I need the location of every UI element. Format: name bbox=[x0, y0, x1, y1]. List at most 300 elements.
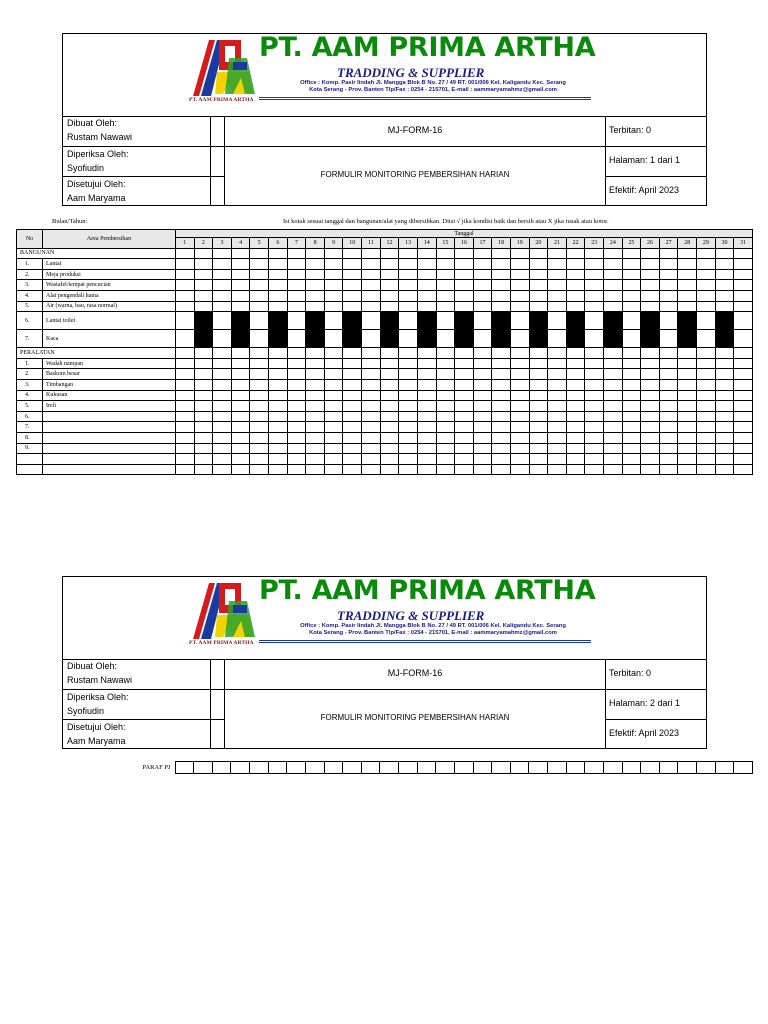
day-cell[interactable] bbox=[659, 348, 678, 359]
day-cell[interactable] bbox=[231, 290, 250, 301]
day-cell[interactable] bbox=[641, 443, 660, 454]
day-cell[interactable] bbox=[417, 369, 436, 380]
day-cell[interactable] bbox=[715, 259, 734, 270]
day-cell[interactable] bbox=[380, 454, 399, 465]
day-cell[interactable] bbox=[231, 432, 250, 443]
day-cell[interactable] bbox=[585, 369, 604, 380]
day-cell[interactable] bbox=[548, 369, 567, 380]
day-cell[interactable] bbox=[529, 443, 548, 454]
day-cell[interactable] bbox=[697, 454, 716, 465]
day-cell[interactable] bbox=[566, 422, 585, 433]
day-cell[interactable] bbox=[269, 379, 288, 390]
day-cell[interactable] bbox=[604, 259, 623, 270]
paraf-cell[interactable] bbox=[361, 762, 380, 774]
day-cell[interactable] bbox=[306, 290, 325, 301]
day-cell[interactable] bbox=[548, 379, 567, 390]
day-cell[interactable] bbox=[287, 411, 306, 422]
day-cell[interactable] bbox=[176, 259, 195, 270]
day-cell[interactable] bbox=[604, 454, 623, 465]
day-cell[interactable] bbox=[734, 432, 753, 443]
day-cell[interactable] bbox=[641, 269, 660, 280]
day-cell[interactable] bbox=[269, 259, 288, 270]
day-cell[interactable] bbox=[734, 248, 753, 259]
day-cell[interactable] bbox=[734, 330, 753, 348]
day-cell[interactable] bbox=[231, 390, 250, 401]
day-cell[interactable] bbox=[250, 443, 269, 454]
day-cell[interactable] bbox=[176, 312, 195, 330]
day-cell[interactable] bbox=[473, 330, 492, 348]
day-cell[interactable] bbox=[324, 390, 343, 401]
day-cell[interactable] bbox=[287, 312, 306, 330]
day-cell[interactable] bbox=[529, 269, 548, 280]
day-cell[interactable] bbox=[362, 269, 381, 280]
day-cell[interactable] bbox=[585, 290, 604, 301]
day-cell[interactable] bbox=[287, 379, 306, 390]
day-cell[interactable] bbox=[641, 348, 660, 359]
day-cell[interactable] bbox=[194, 248, 213, 259]
day-cell[interactable] bbox=[697, 312, 716, 330]
day-cell[interactable] bbox=[176, 369, 195, 380]
day-cell[interactable] bbox=[269, 464, 288, 475]
paraf-cell[interactable] bbox=[231, 762, 250, 774]
day-cell[interactable] bbox=[585, 411, 604, 422]
day-cell[interactable] bbox=[659, 379, 678, 390]
day-cell[interactable] bbox=[306, 369, 325, 380]
day-cell[interactable] bbox=[510, 330, 529, 348]
day-cell[interactable] bbox=[436, 280, 455, 291]
day-cell[interactable] bbox=[399, 369, 418, 380]
day-cell[interactable] bbox=[287, 301, 306, 312]
day-cell[interactable] bbox=[250, 464, 269, 475]
day-cell[interactable] bbox=[213, 443, 232, 454]
day-cell[interactable] bbox=[287, 290, 306, 301]
day-cell[interactable] bbox=[510, 269, 529, 280]
day-cell[interactable] bbox=[641, 301, 660, 312]
day-cell[interactable] bbox=[213, 379, 232, 390]
day-cell[interactable] bbox=[715, 379, 734, 390]
day-cell[interactable] bbox=[734, 379, 753, 390]
day-cell[interactable] bbox=[641, 422, 660, 433]
day-cell[interactable] bbox=[417, 248, 436, 259]
day-cell[interactable] bbox=[362, 411, 381, 422]
day-cell[interactable] bbox=[529, 301, 548, 312]
day-cell[interactable] bbox=[287, 464, 306, 475]
day-cell[interactable] bbox=[324, 269, 343, 280]
day-cell[interactable] bbox=[548, 401, 567, 412]
day-cell[interactable] bbox=[697, 443, 716, 454]
day-cell[interactable] bbox=[176, 422, 195, 433]
day-cell[interactable] bbox=[548, 454, 567, 465]
day-cell[interactable] bbox=[529, 248, 548, 259]
day-cell[interactable] bbox=[510, 290, 529, 301]
day-cell[interactable] bbox=[306, 269, 325, 280]
day-cell[interactable] bbox=[287, 348, 306, 359]
day-cell[interactable] bbox=[622, 312, 641, 330]
day-cell[interactable] bbox=[641, 379, 660, 390]
day-cell[interactable] bbox=[269, 290, 288, 301]
day-cell[interactable] bbox=[269, 390, 288, 401]
day-cell[interactable] bbox=[659, 312, 678, 330]
day-cell[interactable] bbox=[641, 290, 660, 301]
day-cell[interactable] bbox=[380, 464, 399, 475]
day-cell[interactable] bbox=[604, 280, 623, 291]
day-cell[interactable] bbox=[343, 464, 362, 475]
day-cell[interactable] bbox=[659, 443, 678, 454]
day-cell[interactable] bbox=[734, 369, 753, 380]
day-cell[interactable] bbox=[250, 259, 269, 270]
day-cell[interactable] bbox=[399, 464, 418, 475]
day-cell[interactable] bbox=[213, 401, 232, 412]
day-cell[interactable] bbox=[510, 259, 529, 270]
day-cell[interactable] bbox=[231, 248, 250, 259]
day-cell[interactable] bbox=[697, 401, 716, 412]
day-cell[interactable] bbox=[473, 411, 492, 422]
day-cell[interactable] bbox=[510, 348, 529, 359]
day-cell[interactable] bbox=[455, 259, 474, 270]
day-cell[interactable] bbox=[548, 411, 567, 422]
day-cell[interactable] bbox=[566, 358, 585, 369]
day-cell[interactable] bbox=[659, 401, 678, 412]
day-cell[interactable] bbox=[343, 369, 362, 380]
day-cell[interactable] bbox=[269, 348, 288, 359]
day-cell[interactable] bbox=[231, 280, 250, 291]
day-cell[interactable] bbox=[306, 443, 325, 454]
day-cell[interactable] bbox=[176, 330, 195, 348]
day-cell[interactable] bbox=[659, 290, 678, 301]
day-cell[interactable] bbox=[287, 358, 306, 369]
day-cell[interactable] bbox=[362, 390, 381, 401]
day-cell[interactable] bbox=[659, 330, 678, 348]
day-cell[interactable] bbox=[678, 422, 697, 433]
day-cell[interactable] bbox=[697, 259, 716, 270]
day-cell[interactable] bbox=[659, 301, 678, 312]
day-cell[interactable] bbox=[417, 259, 436, 270]
day-cell[interactable] bbox=[324, 248, 343, 259]
day-cell[interactable] bbox=[622, 443, 641, 454]
day-cell[interactable] bbox=[678, 369, 697, 380]
day-cell[interactable] bbox=[622, 280, 641, 291]
paraf-cell[interactable] bbox=[510, 762, 529, 774]
day-cell[interactable] bbox=[455, 348, 474, 359]
day-cell[interactable] bbox=[399, 411, 418, 422]
day-cell[interactable] bbox=[659, 369, 678, 380]
day-cell[interactable] bbox=[492, 358, 511, 369]
day-cell[interactable] bbox=[697, 348, 716, 359]
day-cell[interactable] bbox=[194, 411, 213, 422]
day-cell[interactable] bbox=[715, 280, 734, 291]
day-cell[interactable] bbox=[269, 248, 288, 259]
day-cell[interactable] bbox=[734, 443, 753, 454]
day-cell[interactable] bbox=[473, 312, 492, 330]
day-cell[interactable] bbox=[715, 464, 734, 475]
day-cell[interactable] bbox=[548, 301, 567, 312]
day-cell[interactable] bbox=[399, 330, 418, 348]
day-cell[interactable] bbox=[455, 290, 474, 301]
day-cell[interactable] bbox=[510, 379, 529, 390]
day-cell[interactable] bbox=[250, 348, 269, 359]
day-cell[interactable] bbox=[250, 301, 269, 312]
day-cell[interactable] bbox=[715, 358, 734, 369]
day-cell[interactable] bbox=[250, 330, 269, 348]
day-cell[interactable] bbox=[585, 358, 604, 369]
day-cell[interactable] bbox=[213, 390, 232, 401]
day-cell[interactable] bbox=[324, 369, 343, 380]
day-cell[interactable] bbox=[510, 401, 529, 412]
paraf-cell[interactable] bbox=[212, 762, 231, 774]
paraf-cell[interactable] bbox=[436, 762, 455, 774]
day-cell[interactable] bbox=[510, 248, 529, 259]
day-cell[interactable] bbox=[455, 379, 474, 390]
day-cell[interactable] bbox=[734, 422, 753, 433]
day-cell[interactable] bbox=[417, 411, 436, 422]
day-cell[interactable] bbox=[585, 464, 604, 475]
day-cell[interactable] bbox=[529, 411, 548, 422]
day-cell[interactable] bbox=[436, 358, 455, 369]
day-cell[interactable] bbox=[324, 358, 343, 369]
day-cell[interactable] bbox=[604, 248, 623, 259]
day-cell[interactable] bbox=[697, 379, 716, 390]
paraf-cell[interactable] bbox=[454, 762, 473, 774]
day-cell[interactable] bbox=[548, 330, 567, 348]
day-cell[interactable] bbox=[176, 379, 195, 390]
day-cell[interactable] bbox=[492, 248, 511, 259]
day-cell[interactable] bbox=[362, 358, 381, 369]
day-cell[interactable] bbox=[641, 369, 660, 380]
day-cell[interactable] bbox=[697, 290, 716, 301]
day-cell[interactable] bbox=[380, 411, 399, 422]
day-cell[interactable] bbox=[176, 348, 195, 359]
day-cell[interactable] bbox=[697, 432, 716, 443]
day-cell[interactable] bbox=[399, 454, 418, 465]
day-cell[interactable] bbox=[436, 369, 455, 380]
day-cell[interactable] bbox=[269, 301, 288, 312]
day-cell[interactable] bbox=[250, 401, 269, 412]
day-cell[interactable] bbox=[529, 358, 548, 369]
day-cell[interactable] bbox=[399, 422, 418, 433]
day-cell[interactable] bbox=[566, 248, 585, 259]
day-cell[interactable] bbox=[362, 369, 381, 380]
paraf-cell[interactable] bbox=[287, 762, 306, 774]
day-cell[interactable] bbox=[548, 348, 567, 359]
day-cell[interactable] bbox=[585, 280, 604, 291]
day-cell[interactable] bbox=[324, 312, 343, 330]
day-cell[interactable] bbox=[417, 269, 436, 280]
paraf-cell[interactable] bbox=[399, 762, 418, 774]
day-cell[interactable] bbox=[622, 348, 641, 359]
day-cell[interactable] bbox=[604, 432, 623, 443]
day-cell[interactable] bbox=[213, 312, 232, 330]
day-cell[interactable] bbox=[585, 443, 604, 454]
paraf-cell[interactable] bbox=[194, 762, 213, 774]
day-cell[interactable] bbox=[510, 312, 529, 330]
day-cell[interactable] bbox=[734, 301, 753, 312]
day-cell[interactable] bbox=[715, 369, 734, 380]
day-cell[interactable] bbox=[604, 411, 623, 422]
day-cell[interactable] bbox=[194, 280, 213, 291]
paraf-cell[interactable] bbox=[343, 762, 362, 774]
day-cell[interactable] bbox=[510, 369, 529, 380]
day-cell[interactable] bbox=[343, 248, 362, 259]
paraf-cell[interactable] bbox=[566, 762, 585, 774]
day-cell[interactable] bbox=[566, 464, 585, 475]
day-cell[interactable] bbox=[306, 259, 325, 270]
day-cell[interactable] bbox=[324, 464, 343, 475]
day-cell[interactable] bbox=[715, 348, 734, 359]
day-cell[interactable] bbox=[585, 379, 604, 390]
day-cell[interactable] bbox=[343, 432, 362, 443]
day-cell[interactable] bbox=[697, 280, 716, 291]
day-cell[interactable] bbox=[548, 312, 567, 330]
day-cell[interactable] bbox=[324, 411, 343, 422]
day-cell[interactable] bbox=[362, 432, 381, 443]
day-cell[interactable] bbox=[436, 269, 455, 280]
day-cell[interactable] bbox=[566, 301, 585, 312]
day-cell[interactable] bbox=[622, 301, 641, 312]
day-cell[interactable] bbox=[492, 369, 511, 380]
day-cell[interactable] bbox=[176, 411, 195, 422]
day-cell[interactable] bbox=[343, 443, 362, 454]
day-cell[interactable] bbox=[622, 269, 641, 280]
day-cell[interactable] bbox=[176, 454, 195, 465]
day-cell[interactable] bbox=[194, 259, 213, 270]
day-cell[interactable] bbox=[715, 422, 734, 433]
day-cell[interactable] bbox=[659, 464, 678, 475]
day-cell[interactable] bbox=[343, 348, 362, 359]
day-cell[interactable] bbox=[473, 432, 492, 443]
day-cell[interactable] bbox=[604, 443, 623, 454]
day-cell[interactable] bbox=[362, 348, 381, 359]
day-cell[interactable] bbox=[622, 411, 641, 422]
day-cell[interactable] bbox=[548, 269, 567, 280]
day-cell[interactable] bbox=[269, 269, 288, 280]
paraf-cell[interactable] bbox=[678, 762, 697, 774]
day-cell[interactable] bbox=[585, 269, 604, 280]
day-cell[interactable] bbox=[306, 411, 325, 422]
day-cell[interactable] bbox=[510, 432, 529, 443]
paraf-cell[interactable] bbox=[380, 762, 399, 774]
day-cell[interactable] bbox=[362, 301, 381, 312]
day-cell[interactable] bbox=[715, 454, 734, 465]
day-cell[interactable] bbox=[604, 301, 623, 312]
day-cell[interactable] bbox=[641, 280, 660, 291]
day-cell[interactable] bbox=[399, 390, 418, 401]
day-cell[interactable] bbox=[213, 280, 232, 291]
day-cell[interactable] bbox=[269, 401, 288, 412]
day-cell[interactable] bbox=[492, 301, 511, 312]
day-cell[interactable] bbox=[306, 432, 325, 443]
day-cell[interactable] bbox=[362, 259, 381, 270]
day-cell[interactable] bbox=[399, 348, 418, 359]
day-cell[interactable] bbox=[417, 401, 436, 412]
day-cell[interactable] bbox=[510, 411, 529, 422]
day-cell[interactable] bbox=[697, 330, 716, 348]
day-cell[interactable] bbox=[585, 301, 604, 312]
day-cell[interactable] bbox=[548, 390, 567, 401]
day-cell[interactable] bbox=[529, 369, 548, 380]
day-cell[interactable] bbox=[659, 269, 678, 280]
day-cell[interactable] bbox=[492, 290, 511, 301]
day-cell[interactable] bbox=[641, 401, 660, 412]
day-cell[interactable] bbox=[343, 411, 362, 422]
day-cell[interactable] bbox=[324, 454, 343, 465]
day-cell[interactable] bbox=[306, 301, 325, 312]
day-cell[interactable] bbox=[566, 390, 585, 401]
day-cell[interactable] bbox=[362, 312, 381, 330]
day-cell[interactable] bbox=[734, 464, 753, 475]
day-cell[interactable] bbox=[473, 443, 492, 454]
day-cell[interactable] bbox=[436, 312, 455, 330]
day-cell[interactable] bbox=[176, 432, 195, 443]
day-cell[interactable] bbox=[194, 401, 213, 412]
day-cell[interactable] bbox=[287, 432, 306, 443]
day-cell[interactable] bbox=[455, 401, 474, 412]
day-cell[interactable] bbox=[734, 259, 753, 270]
day-cell[interactable] bbox=[250, 454, 269, 465]
day-cell[interactable] bbox=[455, 358, 474, 369]
day-cell[interactable] bbox=[324, 280, 343, 291]
day-cell[interactable] bbox=[380, 401, 399, 412]
day-cell[interactable] bbox=[417, 358, 436, 369]
day-cell[interactable] bbox=[585, 259, 604, 270]
day-cell[interactable] bbox=[269, 369, 288, 380]
day-cell[interactable] bbox=[269, 454, 288, 465]
day-cell[interactable] bbox=[622, 330, 641, 348]
day-cell[interactable] bbox=[492, 422, 511, 433]
day-cell[interactable] bbox=[399, 432, 418, 443]
day-cell[interactable] bbox=[399, 443, 418, 454]
day-cell[interactable] bbox=[455, 280, 474, 291]
day-cell[interactable] bbox=[510, 454, 529, 465]
day-cell[interactable] bbox=[362, 401, 381, 412]
day-cell[interactable] bbox=[436, 443, 455, 454]
day-cell[interactable] bbox=[510, 301, 529, 312]
day-cell[interactable] bbox=[548, 280, 567, 291]
day-cell[interactable] bbox=[194, 422, 213, 433]
day-cell[interactable] bbox=[343, 301, 362, 312]
day-cell[interactable] bbox=[176, 390, 195, 401]
day-cell[interactable] bbox=[566, 411, 585, 422]
day-cell[interactable] bbox=[306, 348, 325, 359]
day-cell[interactable] bbox=[529, 390, 548, 401]
day-cell[interactable] bbox=[641, 358, 660, 369]
day-cell[interactable] bbox=[231, 301, 250, 312]
day-cell[interactable] bbox=[734, 390, 753, 401]
day-cell[interactable] bbox=[659, 390, 678, 401]
day-cell[interactable] bbox=[380, 369, 399, 380]
day-cell[interactable] bbox=[492, 454, 511, 465]
day-cell[interactable] bbox=[194, 464, 213, 475]
day-cell[interactable] bbox=[324, 401, 343, 412]
day-cell[interactable] bbox=[678, 290, 697, 301]
day-cell[interactable] bbox=[678, 348, 697, 359]
day-cell[interactable] bbox=[697, 358, 716, 369]
day-cell[interactable] bbox=[585, 390, 604, 401]
day-cell[interactable] bbox=[362, 422, 381, 433]
day-cell[interactable] bbox=[510, 358, 529, 369]
day-cell[interactable] bbox=[548, 259, 567, 270]
day-cell[interactable] bbox=[194, 358, 213, 369]
day-cell[interactable] bbox=[362, 330, 381, 348]
day-cell[interactable] bbox=[436, 301, 455, 312]
day-cell[interactable] bbox=[473, 280, 492, 291]
paraf-cell[interactable] bbox=[715, 762, 734, 774]
day-cell[interactable] bbox=[213, 290, 232, 301]
day-cell[interactable] bbox=[529, 280, 548, 291]
day-cell[interactable] bbox=[380, 290, 399, 301]
day-cell[interactable] bbox=[436, 379, 455, 390]
day-cell[interactable] bbox=[436, 454, 455, 465]
day-cell[interactable] bbox=[641, 411, 660, 422]
